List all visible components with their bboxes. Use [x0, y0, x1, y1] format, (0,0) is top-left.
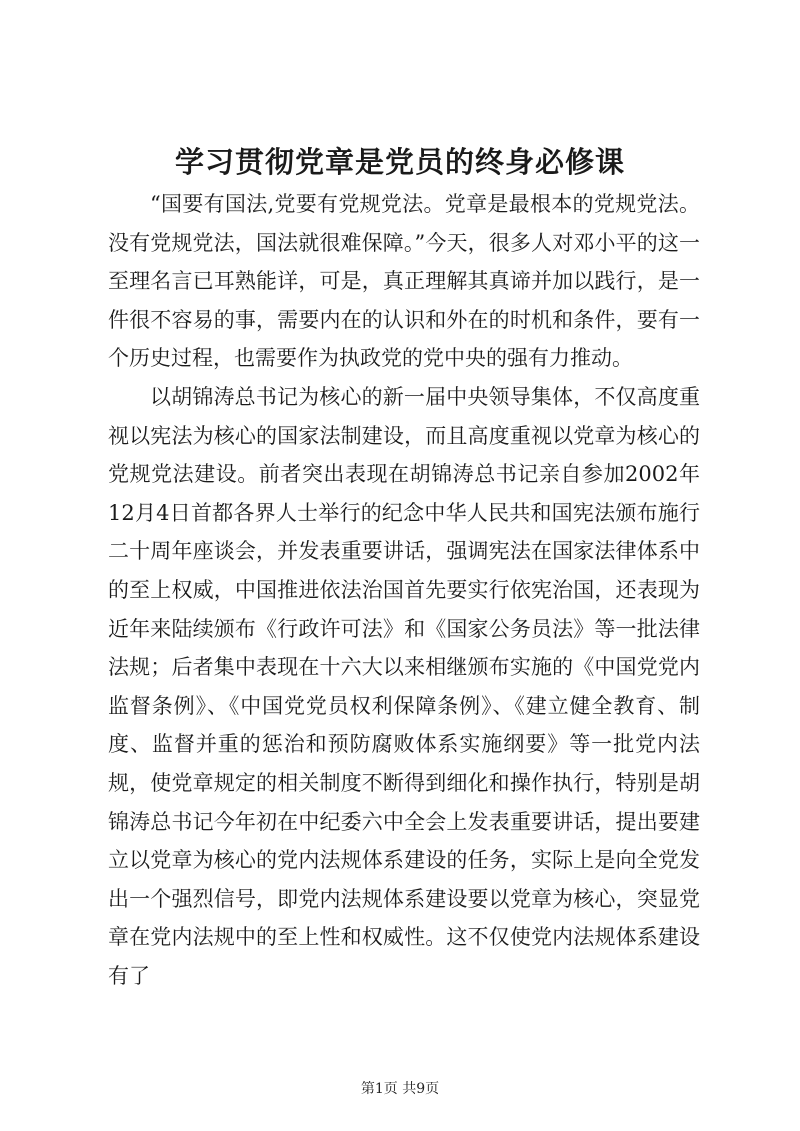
page-footer: 第1页 共9页 [360, 1081, 440, 1097]
paragraph-2: 以胡锦涛总书记为核心的新一届中央领导集体，不仅高度重视以宪法为核心的国家法制建设，而且高度重视以党章为核心的党规党法建设。前者突出表现在胡锦涛总书记亲自参加2002年12月4日首都各界人士举行的纪念中华人民共和国宪法颁布施行二十周年座谈会，并发表重要讲话，强调宪法在国家法律体系中的至上权威，中国推进依法治国首先要实行依宪治国，还表现为近年来陆续颁布《行政许可法》和《国家公务员法》等一批法律法规；后者集中表现在十六大以来相继颁布实施的《中国党党内监督条例》、《中国党党员权利保障条例》、《建立健全教育、制度、监督并重的惩治和预防腐败体系实施纲要》等一批党内法规，使党章规定的相关制度不断得到细化和操作执行，特别是胡锦涛总书记今年初在中纪委六中全会上发表重要讲话，提出要建立以党章为核心的党内法规体系建设的任务，实际上是向全党发出一个强烈信号，即党内法规体系建设要以党章为核心，突显党章在党内法规中的至上性和权威性。这不仅使党内法规体系建设有了 [108, 384, 700, 988]
paragraph-1: “国要有国法,党要有党规党法。党章是最根本的党规党法。没有党规党法，国法就很难保障。”今天，很多人对邓小平的这一至理名言已耳熟能详，可是，真正理解其真谛并加以践行，是一件很不容易的事，需要内在的认识和外在的时机和条件，要有一个历史过程，也需要作为执政党的党中央的强有力推动。 [108, 192, 700, 371]
document-body [108, 185, 700, 995]
document-title: 学习贯彻党章是党员的终身必修课 [174, 145, 625, 179]
